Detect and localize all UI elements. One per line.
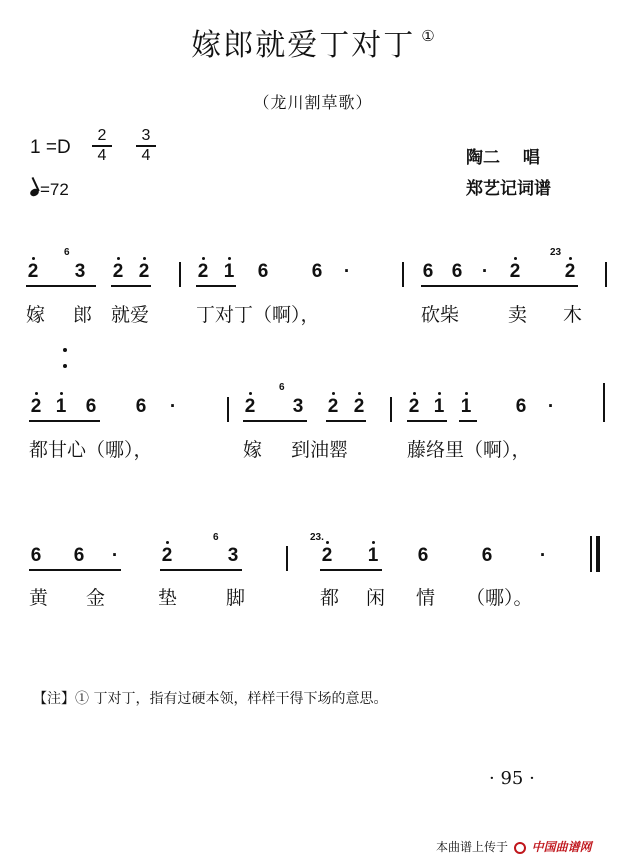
score-note: 2 <box>564 261 576 282</box>
score-note: 3 <box>292 396 304 417</box>
site-footer <box>436 838 592 855</box>
underline <box>160 569 242 571</box>
time-signature-1 <box>92 128 112 165</box>
time1-numerator: 2 <box>92 128 112 147</box>
lyric-word: 金 <box>86 587 106 609</box>
time2-denominator: 4 <box>141 147 151 164</box>
title-footnote-mark: ① <box>421 27 435 45</box>
barline <box>227 397 229 422</box>
lyric-word: 闲 <box>366 587 386 609</box>
score-dot: · <box>481 261 489 282</box>
underline <box>320 569 382 571</box>
time-signature-2 <box>136 128 156 165</box>
underline <box>407 420 447 422</box>
final-barline-thin <box>590 536 592 572</box>
page-number: · 95 · <box>489 768 535 789</box>
lyric-word: 到油罂 <box>291 439 349 461</box>
lyric-word: 木 <box>563 304 583 326</box>
underline <box>196 285 236 287</box>
site-brand: 中国曲谱网 <box>531 840 592 854</box>
barline <box>286 546 288 571</box>
score-note: 2 <box>30 396 42 417</box>
underline <box>421 285 511 287</box>
score-note: 3 <box>74 261 86 282</box>
time2-numerator: 3 <box>136 128 156 147</box>
score-note: 3 <box>227 545 239 566</box>
score-note: 6 <box>135 396 147 417</box>
title-text: 嫁郎就爱丁对丁 <box>191 28 416 63</box>
score-dot: · <box>539 545 547 566</box>
score-note: 1 <box>460 396 472 417</box>
score-note: 1 <box>55 396 67 417</box>
lyric-word: （哪）。 <box>466 587 533 609</box>
score-note: 1 <box>367 545 379 566</box>
page-title <box>0 20 626 64</box>
underline <box>459 420 477 422</box>
tempo-marking <box>30 180 69 200</box>
lyric-word: 就爱 <box>111 304 150 326</box>
underline <box>111 285 151 287</box>
footer-prefix: 本曲谱上传于 <box>436 840 509 854</box>
score-note: 2 <box>197 261 209 282</box>
grace-note: 23. <box>310 532 324 543</box>
barline <box>390 397 392 422</box>
footnote: 【注】① 丁对丁，指有过硬本领，样样干得下场的意思。 <box>33 691 388 707</box>
score-dot: · <box>343 261 351 282</box>
score-note: 6 <box>417 545 429 566</box>
score-note: 6 <box>515 396 527 417</box>
score-note: 2 <box>244 396 256 417</box>
underline <box>54 420 100 422</box>
score-note: 6 <box>85 396 97 417</box>
score-note: 2 <box>353 396 365 417</box>
score-note: 2 <box>408 396 420 417</box>
score-note: 2 <box>327 396 339 417</box>
lyric-word: 砍柴 <box>421 304 460 326</box>
subtitle: （龙川割草歌） <box>253 93 373 112</box>
lyric-word: 嫁 <box>243 439 263 461</box>
score-note: 1 <box>223 261 235 282</box>
underline <box>26 285 96 287</box>
lyric-word: 嫁 <box>26 304 46 326</box>
lyric-word: 卖 <box>508 304 528 326</box>
underline <box>29 569 121 571</box>
grace-note: 6 <box>213 532 219 543</box>
score-note: 6 <box>30 545 42 566</box>
lyric-word: 都 <box>320 587 340 609</box>
quarter-note-icon <box>29 187 40 197</box>
score-note: 2 <box>509 261 521 282</box>
scan-dot <box>63 364 67 368</box>
lyric-word: 藤络里（啊）， <box>407 439 531 461</box>
score-dot: · <box>111 545 119 566</box>
score-note: 2 <box>161 545 173 566</box>
score-note: 2 <box>27 261 39 282</box>
lyric-word: 黄 <box>29 587 49 609</box>
score-note: 2 <box>321 545 333 566</box>
score-note: 6 <box>422 261 434 282</box>
score-dot: · <box>547 396 555 417</box>
lyric-word: 情 <box>416 587 436 609</box>
score-note: 6 <box>311 261 323 282</box>
underline <box>326 420 366 422</box>
tempo-value: =72 <box>40 180 69 199</box>
transcriber-credit: 郑艺记词谱 <box>466 179 551 199</box>
lyric-word: 丁对丁（啊）， <box>196 304 320 326</box>
time1-denominator: 4 <box>97 147 107 164</box>
barline <box>603 383 605 422</box>
final-barline-thick <box>596 536 600 572</box>
score-note: 2 <box>112 261 124 282</box>
score-note: 6 <box>481 545 493 566</box>
grace-note: 6 <box>279 382 285 393</box>
score-note: 1 <box>433 396 445 417</box>
barline <box>179 262 181 287</box>
grace-note: 6 <box>64 247 70 258</box>
score-dot: · <box>169 396 177 417</box>
lyric-word: 都甘心（哪）， <box>29 439 153 461</box>
lyric-word: 脚 <box>226 587 246 609</box>
site-logo-icon <box>514 842 526 854</box>
barline <box>402 262 404 287</box>
singer-credit: 陶二 唱 <box>466 148 540 168</box>
score-note: 6 <box>451 261 463 282</box>
scan-dot <box>63 348 67 352</box>
score-note: 6 <box>73 545 85 566</box>
barline <box>605 262 607 287</box>
lyric-word: 垫 <box>158 587 178 609</box>
lyric-word: 郎 <box>73 304 93 326</box>
grace-note: 23 <box>550 247 562 258</box>
score-note: 2 <box>138 261 150 282</box>
underline <box>508 285 578 287</box>
key-signature: 1 =D <box>30 137 71 158</box>
underline <box>243 420 307 422</box>
score-note: 6 <box>257 261 269 282</box>
